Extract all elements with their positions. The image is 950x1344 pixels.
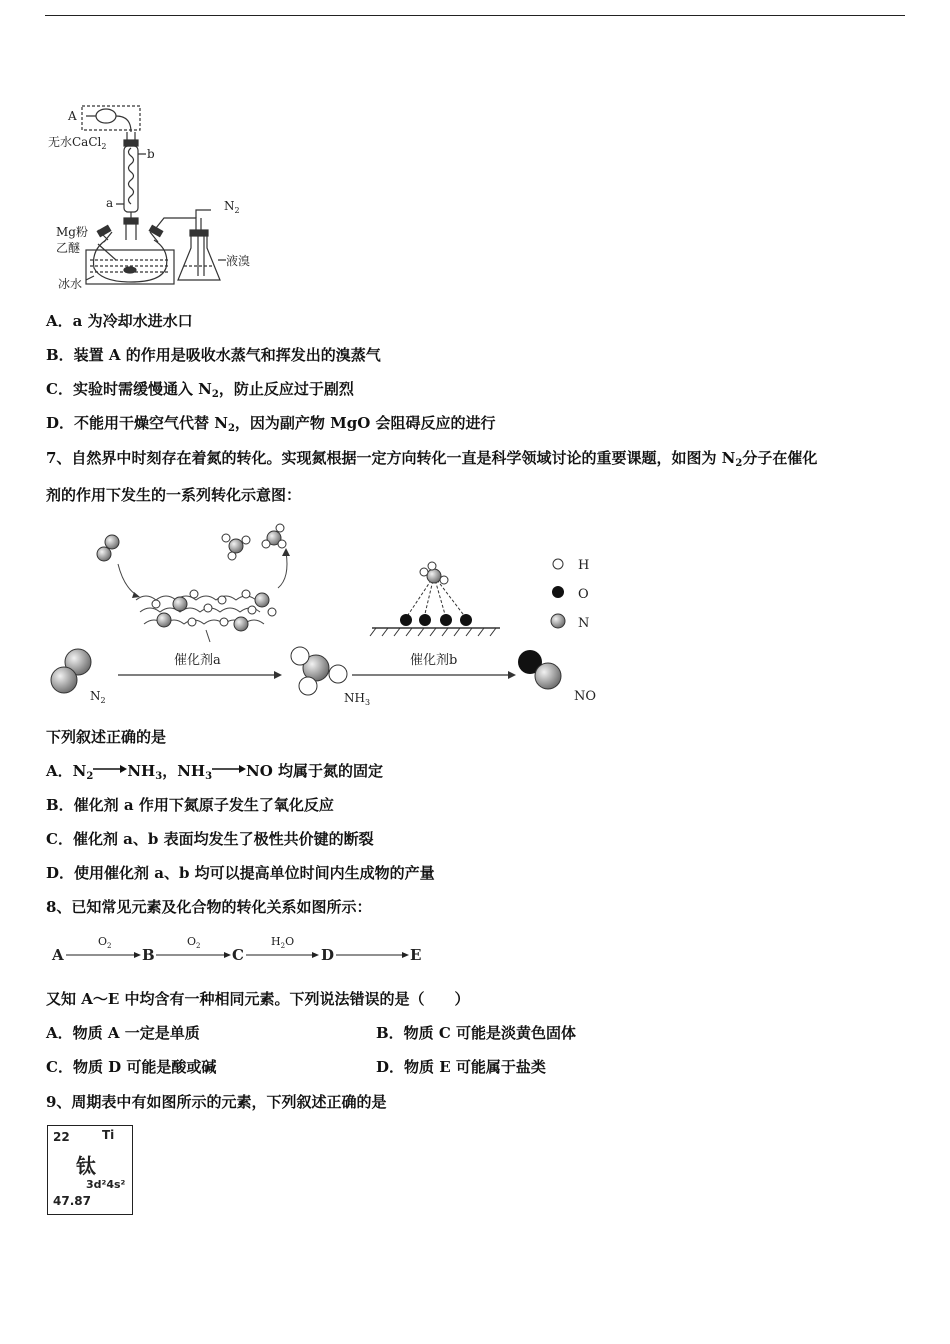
svg-text:NH3: $NH_3$ [344, 691, 371, 707]
svg-text:b: b [147, 147, 155, 161]
element-symbol: Ti [102, 1128, 115, 1142]
arrow-icon [93, 764, 127, 774]
svg-text:H2O: $H_2O$ [271, 935, 295, 950]
legend-n: N [578, 616, 590, 631]
q6-option-d[interactable]: D．不能用干燥空气代替 $N_2$，因为副产物 MgO 会阻碍反应的进行 [46, 414, 496, 434]
legend-h: H [578, 558, 590, 573]
svg-text:a: a [106, 196, 114, 210]
q8-stem: 8、已知常见元素及化合物的转化关系如图所示： [46, 898, 372, 916]
q7-option-d[interactable]: D．使用催化剂 a、b 均可以提高单位时间内生成物的产量 [46, 864, 435, 882]
q9-stem: 9、周期表中有如图所示的元素，下列叙述正确的是 [46, 1093, 387, 1111]
conversion-chain-diagram [46, 928, 436, 968]
header-rule [45, 15, 905, 16]
svg-text:N2: $N_2$ [224, 199, 240, 215]
svg-text:N2: $N_2$ [90, 689, 106, 705]
q7-stem-line1: 7、自然界中时刻存在着氮的转化。实现氮根据一定方向转化一直是科学领域讨论的重要课题，如图为 $N_2$分子在催化 [46, 449, 818, 469]
grignard-apparatus-figure [46, 100, 256, 300]
periodic-element-card [47, 1125, 133, 1215]
q8-condition: 又知 A～E 中均含有一种相同元素。下列说法错误的是（ ） [46, 990, 470, 1008]
legend-o: O [578, 587, 589, 602]
svg-text:乙醚: 乙醚 [56, 241, 81, 255]
q8-option-b[interactable]: B．物质 C 可能是淡黄色固体 [376, 1024, 577, 1042]
q8-option-c[interactable]: C．物质 D 可能是酸或碱 [46, 1058, 217, 1076]
nitrogen-conversion-diagram [46, 518, 606, 713]
q7-option-c[interactable]: C．催化剂 a、b 表面均发生了极性共价键的断裂 [46, 830, 374, 848]
q7-option-a[interactable]: A．$N_2$ $NH_3$，$NH_3$ NO 均属于氮的固定 [46, 762, 384, 782]
element-name: 钛 [76, 1154, 96, 1178]
q6-option-c[interactable]: C．实验时需缓慢通入 $N_2$，防止反应过于剧烈 [46, 380, 354, 400]
arrow-icon [212, 764, 246, 774]
svg-text:Mg粉: Mg粉 [56, 225, 88, 239]
q6-option-a[interactable]: A．a 为冷却水进水口 [46, 312, 193, 330]
atomic-mass: 47.87 [53, 1194, 91, 1208]
svg-text:O2: $O_2$ [98, 935, 112, 950]
svg-text:无水CaCl2: 无水CaCl$_2$ [48, 135, 107, 151]
svg-text:液溴: 液溴 [226, 254, 251, 268]
atomic-number: 22 [53, 1130, 70, 1144]
q7-question: 下列叙述正确的是 [46, 728, 167, 746]
svg-text:B: B [142, 946, 155, 964]
q7-option-b[interactable]: B．催化剂 a 作用下氮原子发生了氧化反应 [46, 796, 334, 814]
q7-stem-line2: 剂的作用下发生的一系列转化示意图： [46, 486, 302, 504]
svg-text:C: C [232, 946, 244, 964]
svg-text:O2: $O_2$ [187, 935, 201, 950]
svg-text:A: A [52, 946, 64, 964]
electron-config: 3d²4s² [86, 1178, 126, 1191]
svg-text:D: D [321, 946, 335, 964]
svg-text:NO: NO [574, 689, 597, 704]
q8-option-d[interactable]: D．物质 E 可能属于盐类 [376, 1058, 546, 1076]
label-a-tube: A [68, 109, 77, 123]
svg-text:催化剂a: 催化剂a [174, 653, 221, 668]
svg-text:E: E [410, 946, 422, 964]
svg-text:冰水: 冰水 [58, 277, 83, 291]
q6-option-b[interactable]: B．装置 A 的作用是吸收水蒸气和挥发出的溴蒸气 [46, 346, 381, 364]
q8-option-a[interactable]: A．物质 A 一定是单质 [46, 1024, 200, 1042]
svg-text:催化剂b: 催化剂b [410, 653, 458, 668]
